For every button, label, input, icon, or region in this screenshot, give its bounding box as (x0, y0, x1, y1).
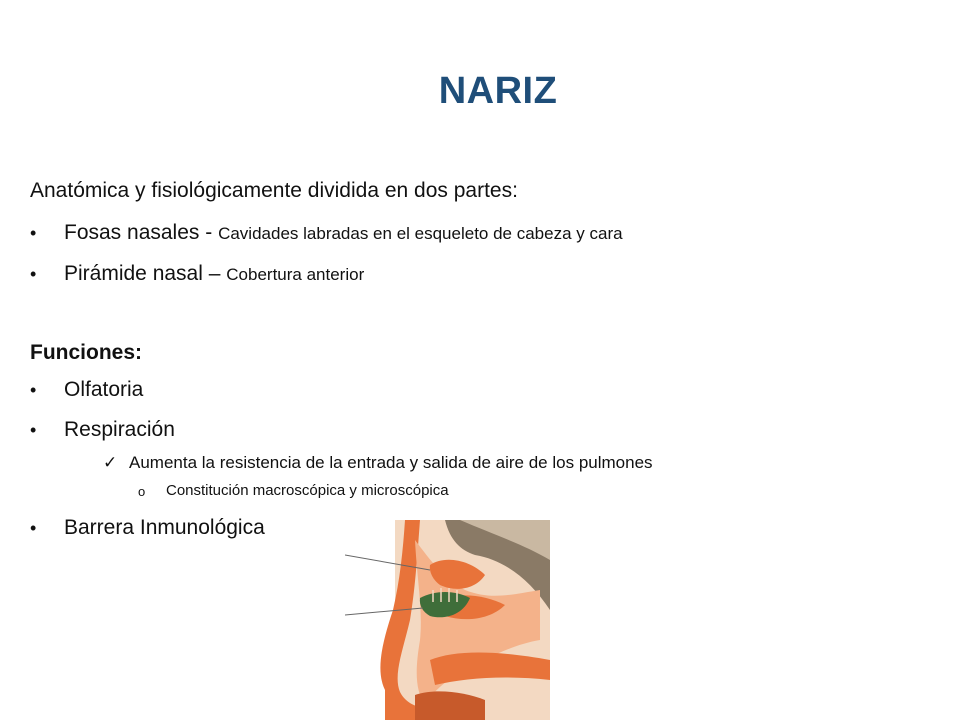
intro-text: Anatómica y fisiológicamente dividida en dos partes: (30, 179, 518, 202)
bullet-icon: • (30, 420, 37, 440)
nose-anatomy-icon (345, 520, 550, 720)
check-icon: ✓ (103, 453, 118, 472)
nose-anatomy-illustration (345, 520, 550, 720)
item-label: Olfatoria (64, 378, 144, 401)
bullet-icon: • (30, 264, 37, 284)
item-label: Respiración (64, 418, 175, 441)
item-description: Cavidades labradas en el esqueleto de cabeza y cara (218, 224, 623, 243)
item-description: Cobertura anterior (226, 265, 365, 284)
item-main: Fosas nasales (64, 221, 200, 244)
slide-title: NARIZ (438, 70, 558, 112)
circle-bullet-icon: o (138, 484, 146, 499)
bullet-icon: • (30, 223, 37, 243)
bullet-icon: • (30, 380, 37, 400)
functions-heading: Funciones: (30, 341, 143, 364)
item-separator: - (199, 221, 219, 244)
sub-sub-item-text: Constitución macroscópica y microscópica (166, 482, 449, 499)
item-label: Barrera Inmunológica (64, 516, 265, 539)
sub-item-text: Aumenta la resistencia de la entrada y salida de aire de los pulmones (129, 453, 653, 472)
bullet-icon: • (30, 518, 37, 538)
slide-title-container (0, 70, 960, 113)
item-main: Pirámide nasal (64, 262, 203, 285)
item-separator: – (202, 262, 227, 285)
